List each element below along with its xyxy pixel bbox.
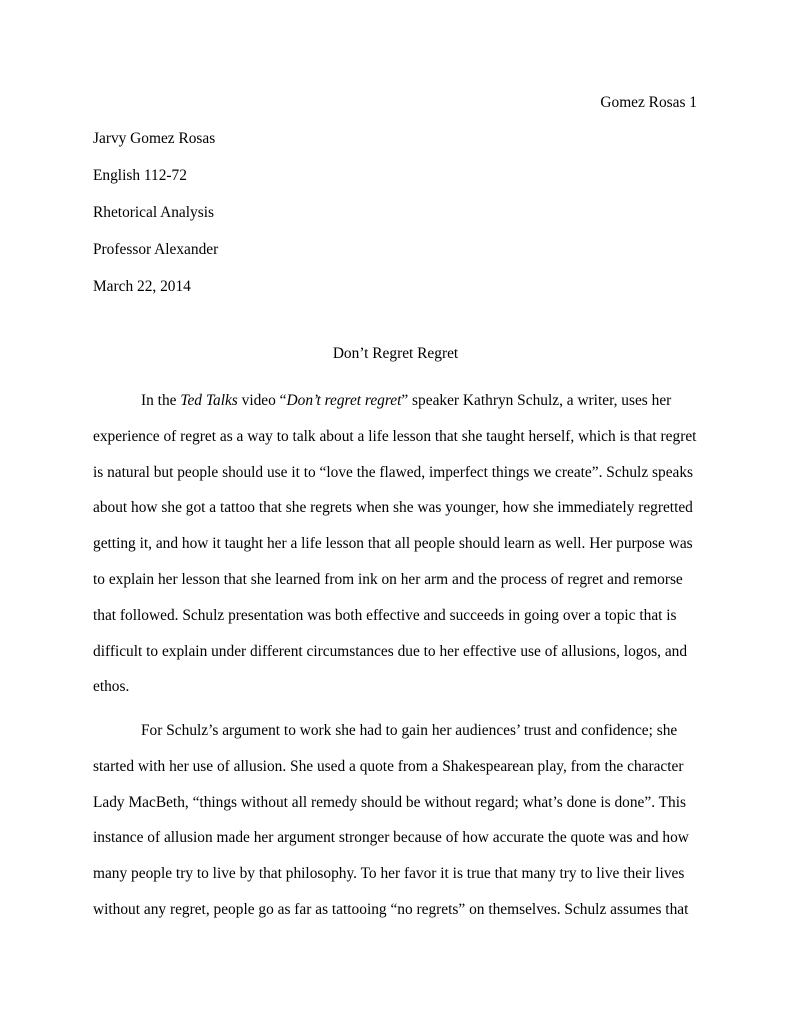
author-name: Jarvy Gomez Rosas: [93, 130, 216, 147]
course-name: English 112-72: [93, 167, 187, 184]
mla-heading: [93, 129, 218, 314]
p1-text-c: video “: [237, 392, 287, 409]
date: March 22, 2014: [93, 278, 191, 295]
assignment-name: Rhetorical Analysis: [93, 204, 214, 221]
page-header: Gomez Rosas 1: [600, 94, 697, 111]
p1-text-e: ” speaker Kathryn Schulz, a writer, uses her experience of regret as a way to talk about a life lesson that she taught herself, which is that regret is natural but people should use it to “love the flawed, imperfect things we create”. Schulz speaks about how she got a tattoo that she regrets when she was younger, how she immediately regretted getting it, and how it taught her a life lesson that all people should learn as well. Her purpose was to explain her lesson that she learned from ink on her arm and the process of regret and remorse that followed. Schulz presentation was both effective and succeeds in going over a topic that is difficult to explain under different circumstances due to her effective use of allusions, logos, and ethos.: [93, 392, 697, 696]
p1-text-a: In the: [141, 392, 181, 409]
p1-italic-ted-talks: Ted Talks: [180, 392, 238, 409]
paragraph-1: [93, 383, 697, 705]
professor-name: Professor Alexander: [93, 241, 219, 258]
p1-italic-video-title: Don’t regret regret: [286, 392, 402, 409]
paragraph-2: For Schulz’s argument to work she had to gain her audiences’ trust and confidence; she started with her use of allusion. She used a quote from a Shakespearean play, from the character Lady MacBeth, “things without all remedy should be without regard; what’s done is done”. This instance of allusion made her argument stronger because of how accurate the quote was and how many people try to live by that philosophy. To her favor it is true that many try to live their lives without any regret, people go as far as tattooing “no regrets” on themselves. Schulz assumes that: [93, 722, 689, 918]
essay-title: Don’t Regret Regret: [332, 345, 459, 362]
